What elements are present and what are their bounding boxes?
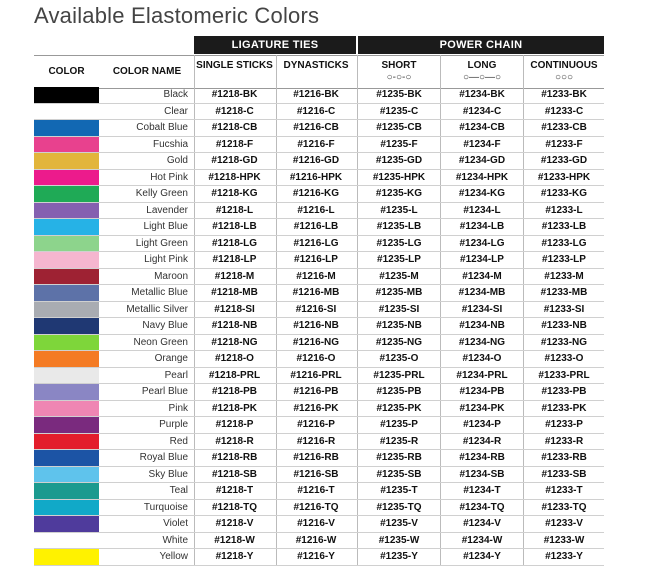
- continuous-chain-code: #1233-M: [544, 270, 584, 282]
- color-name: Clear: [164, 105, 188, 117]
- color-swatch: [34, 285, 99, 301]
- table-row: [34, 467, 604, 484]
- table-row: [34, 450, 604, 467]
- color-swatch: [34, 318, 99, 334]
- continuous-chain-code: #1233-PK: [541, 402, 587, 414]
- single-sticks-code: #1218-BK: [211, 89, 258, 100]
- color-name: Royal Blue: [139, 452, 188, 463]
- color-swatch: [34, 434, 99, 450]
- long-chain-code: #1234-P: [463, 419, 501, 430]
- header-continuous: CONTINUOUS ○○○: [524, 56, 604, 88]
- short-chain-code: #1235-LP: [377, 254, 421, 265]
- continuous-chain-code: #1233-PRL: [538, 369, 590, 381]
- dynasticks-code: #1216-SI: [295, 303, 337, 315]
- continuous-chain-code: #1233-O: [544, 353, 584, 364]
- long-chain-code: #1234-LG: [459, 237, 505, 249]
- table-row: [34, 236, 604, 253]
- dynasticks-code: #1216-L: [297, 204, 335, 216]
- color-swatch: [34, 153, 99, 169]
- single-sticks-code: #1218-W: [214, 534, 255, 546]
- long-chain-code: #1234-MB: [458, 287, 506, 298]
- long-chain-code: #1234-PRL: [456, 369, 508, 381]
- header-single-sticks: SINGLE STICKS: [196, 60, 273, 71]
- table-row: [34, 549, 604, 566]
- short-chain-code: #1235-SI: [378, 303, 420, 315]
- continuous-chain-code: #1233-LB: [541, 221, 587, 232]
- color-swatch: [34, 186, 99, 202]
- long-chain-code: #1234-M: [462, 270, 502, 282]
- table-row: [34, 137, 604, 154]
- table-row: [34, 203, 604, 220]
- continuous-chain-code: #1233-W: [543, 534, 585, 546]
- dynasticks-code: #1216-RB: [293, 452, 339, 463]
- continuous-chain-code: #1233-NB: [541, 320, 587, 331]
- single-sticks-code: #1218-R: [215, 435, 254, 447]
- color-name: Teal: [169, 485, 188, 496]
- single-sticks-code: #1218-P: [215, 419, 254, 430]
- color-swatch: [34, 368, 99, 384]
- color-name: Purple: [159, 419, 188, 430]
- continuous-chain-code: #1233-SI: [543, 303, 585, 315]
- short-chain-code: #1235-C: [379, 105, 419, 117]
- color-name: Orange: [154, 353, 188, 364]
- continuous-chain-code: #1233-Y: [545, 551, 583, 562]
- single-sticks-code: #1218-SI: [214, 303, 255, 315]
- long-chain-code: #1234-HPK: [455, 171, 509, 183]
- short-chain-code: #1235-L: [380, 204, 418, 216]
- continuous-chain-code: #1233-RB: [541, 452, 587, 463]
- dynasticks-code: #1216-LP: [294, 254, 338, 265]
- color-swatch: [34, 500, 99, 516]
- table-row: [34, 500, 604, 517]
- color-swatch: [34, 120, 99, 136]
- continuous-chain-code: #1233-HPK: [537, 171, 591, 183]
- dynasticks-code: #1216-SB: [293, 468, 339, 480]
- short-chain-code: #1235-TQ: [376, 501, 422, 513]
- color-name: Navy Blue: [142, 320, 188, 331]
- continuous-chain-code: #1233-PB: [541, 386, 587, 397]
- color-swatch: [34, 87, 99, 103]
- table-row: [34, 335, 604, 352]
- dynasticks-code: #1216-HPK: [289, 171, 343, 183]
- header-color-name: COLOR NAME: [112, 66, 182, 77]
- short-chain-code: #1235-NB: [376, 320, 422, 331]
- color-swatch: [34, 219, 99, 235]
- color-name: White: [162, 534, 188, 546]
- continuous-chain-code: #1233-LG: [541, 237, 587, 249]
- color-name: Pink: [168, 402, 188, 414]
- dynasticks-code: #1216-TQ: [293, 501, 339, 513]
- ligature-ties-group-header: LIGATURE TIES: [194, 36, 356, 54]
- long-chain-code: #1234-W: [461, 534, 503, 546]
- dynasticks-code: #1216-PRL: [290, 369, 342, 381]
- long-chain-code: #1234-TQ: [459, 501, 505, 513]
- single-sticks-code: #1218-M: [214, 270, 255, 282]
- dynasticks-code: #1216-BK: [293, 89, 339, 100]
- color-name: Sky Blue: [148, 468, 188, 480]
- long-chain-code: #1234-F: [463, 138, 501, 150]
- long-chain-code: #1234-NB: [459, 320, 505, 331]
- dynasticks-code: #1216-MB: [292, 287, 340, 298]
- short-chain-code: #1235-F: [380, 138, 418, 150]
- dynasticks-code: #1216-PB: [293, 386, 339, 397]
- color-name: Light Green: [135, 237, 188, 249]
- dynasticks-code: #1216-NB: [293, 320, 339, 331]
- single-sticks-code: #1218-V: [215, 518, 254, 529]
- continuous-chain-code: #1233-SB: [541, 468, 587, 480]
- table-row: [34, 434, 604, 451]
- color-swatch: [34, 351, 99, 367]
- short-chain-code: #1235-MB: [375, 287, 423, 298]
- header-color: COLOR: [48, 66, 85, 77]
- short-chain-code: #1235-GD: [375, 155, 423, 166]
- color-name: Violet: [163, 518, 188, 529]
- dynasticks-code: #1216-LB: [293, 221, 339, 232]
- single-sticks-code: #1218-PB: [211, 386, 258, 397]
- single-sticks-code: #1218-O: [215, 353, 254, 364]
- single-sticks-code: #1218-CB: [211, 122, 258, 133]
- short-chain-code: #1235-P: [380, 419, 418, 430]
- color-name: Red: [169, 435, 188, 447]
- color-swatch: [34, 467, 99, 483]
- single-sticks-code: #1218-RB: [211, 452, 258, 463]
- single-sticks-code: #1218-Y: [215, 551, 254, 562]
- single-sticks-code: #1218-HPK: [208, 171, 261, 183]
- color-swatch: [34, 269, 99, 285]
- long-chain-code: #1234-SI: [461, 303, 503, 315]
- dynasticks-code: #1216-NG: [292, 336, 340, 348]
- color-name: Metallic Blue: [131, 287, 188, 298]
- short-chain-code: #1235-R: [379, 435, 419, 447]
- color-swatch: [34, 302, 99, 318]
- single-sticks-code: #1218-LG: [211, 237, 258, 249]
- long-chain-code: #1234-Y: [463, 551, 501, 562]
- color-name: Cobalt Blue: [136, 122, 188, 133]
- long-chain-code: #1234-PB: [459, 386, 505, 397]
- continuous-chain-code: #1233-V: [545, 518, 583, 529]
- table-row: [34, 533, 604, 550]
- color-name: Turquoise: [143, 501, 188, 513]
- color-name: Light Blue: [143, 221, 188, 232]
- color-table-body: [34, 87, 604, 566]
- color-name: Neon Green: [133, 336, 188, 348]
- table-row: [34, 516, 604, 533]
- single-sticks-code: #1218-L: [215, 204, 254, 216]
- continuous-chain-code: #1233-R: [544, 435, 584, 447]
- color-name: Pearl Blue: [141, 386, 188, 397]
- color-name: Metallic Silver: [126, 303, 188, 315]
- continuous-chain-code: #1233-TQ: [541, 501, 587, 513]
- color-swatch: [34, 483, 99, 499]
- single-sticks-code: #1218-NG: [211, 336, 258, 348]
- dynasticks-code: #1216-F: [297, 138, 335, 150]
- dynasticks-code: #1216-W: [295, 534, 337, 546]
- dynasticks-code: #1216-V: [297, 518, 335, 529]
- color-swatch: [34, 236, 99, 252]
- short-chain-code: #1235-KG: [375, 188, 423, 199]
- long-chain-code: #1234-CB: [459, 122, 505, 133]
- long-chain-code: #1234-BK: [459, 89, 505, 100]
- dynasticks-code: #1216-CB: [293, 122, 339, 133]
- color-swatch: [34, 417, 99, 433]
- long-chain-icon: ○—○—○: [462, 72, 502, 83]
- table-row: [34, 87, 604, 104]
- long-chain-code: #1234-V: [463, 518, 501, 529]
- table-row: [34, 417, 604, 434]
- color-swatch: [34, 252, 99, 268]
- short-chain-code: #1235-PB: [376, 386, 422, 397]
- table-row: [34, 368, 604, 385]
- single-sticks-code: #1218-F: [215, 138, 254, 150]
- continuous-chain-code: #1233-F: [545, 138, 583, 150]
- dynasticks-code: #1216-KG: [292, 188, 340, 199]
- continuous-chain-code: #1233-BK: [541, 89, 587, 100]
- continuous-chain-code: #1233-CB: [541, 122, 587, 133]
- single-sticks-code: #1218-NB: [211, 320, 258, 331]
- column-header-row: [34, 55, 604, 89]
- short-chain-code: #1235-RB: [376, 452, 422, 463]
- short-chain-code: #1235-Y: [380, 551, 418, 562]
- color-name: Kelly Green: [135, 188, 188, 199]
- table-row: [34, 104, 604, 121]
- color-name: Black: [163, 89, 188, 100]
- color-swatch: [34, 533, 99, 549]
- color-swatch: [34, 516, 99, 532]
- single-sticks-code: #1218-GD: [211, 155, 258, 166]
- single-sticks-code: #1218-T: [215, 485, 254, 496]
- table-row: [34, 285, 604, 302]
- continuous-chain-code: #1233-C: [544, 105, 584, 117]
- table-row: [34, 186, 604, 203]
- short-chain-code: #1235-O: [379, 353, 419, 364]
- page-title: Available Elastomeric Colors: [34, 3, 320, 28]
- table-row: [34, 318, 604, 335]
- continuous-chain-icon: ○○○: [554, 72, 574, 83]
- color-name: Yellow: [159, 551, 188, 562]
- short-chain-code: #1235-NG: [375, 336, 423, 348]
- short-chain-code: #1235-PRL: [373, 369, 425, 381]
- continuous-chain-code: #1233-L: [545, 204, 583, 216]
- dynasticks-code: #1216-Y: [297, 551, 335, 562]
- short-chain-code: #1235-HPK: [372, 171, 426, 183]
- color-swatch: [34, 203, 99, 219]
- header-dynasticks: DYNASTICKS: [283, 60, 349, 71]
- continuous-chain-code: #1233-P: [545, 419, 583, 430]
- short-chain-code: #1235-CB: [376, 122, 422, 133]
- color-swatch: [34, 137, 99, 153]
- long-chain-code: #1234-R: [462, 435, 502, 447]
- table-row: [34, 384, 604, 401]
- color-name: Hot Pink: [150, 171, 188, 183]
- color-swatch: [34, 401, 99, 417]
- color-swatch: [34, 384, 99, 400]
- single-sticks-code: #1218-KG: [211, 188, 258, 199]
- long-chain-code: #1234-SB: [459, 468, 505, 480]
- color-swatch: [34, 170, 99, 186]
- color-swatch: [34, 450, 99, 466]
- single-sticks-code: #1218-MB: [211, 287, 258, 298]
- long-chain-code: #1234-PK: [459, 402, 505, 414]
- color-swatch: [34, 104, 99, 120]
- short-chain-code: #1235-BK: [376, 89, 422, 100]
- short-chain-code: #1235-LG: [376, 237, 422, 249]
- single-sticks-code: #1218-LB: [212, 221, 257, 232]
- short-chain-code: #1235-W: [378, 534, 420, 546]
- dynasticks-code: #1216-C: [296, 105, 336, 117]
- short-chain-code: #1235-PK: [376, 402, 422, 414]
- single-sticks-code: #1218-C: [215, 105, 254, 117]
- short-chain-code: #1235-SB: [376, 468, 422, 480]
- single-sticks-code: #1218-PK: [211, 402, 258, 414]
- table-row: [34, 483, 604, 500]
- continuous-chain-code: #1233-MB: [540, 287, 588, 298]
- dynasticks-code: #1216-T: [297, 485, 335, 496]
- dynasticks-code: #1216-PK: [293, 402, 339, 414]
- dynasticks-code: #1216-O: [296, 353, 336, 364]
- long-chain-code: #1234-NG: [458, 336, 506, 348]
- power-chain-group-header: POWER CHAIN: [358, 36, 604, 54]
- table-row: [34, 120, 604, 137]
- dynasticks-code: #1216-P: [297, 419, 335, 430]
- table-row: [34, 302, 604, 319]
- continuous-chain-code: #1233-KG: [540, 188, 588, 199]
- table-row: [34, 252, 604, 269]
- dynasticks-code: #1216-LG: [293, 237, 339, 249]
- continuous-chain-code: #1233-GD: [540, 155, 588, 166]
- table-row: [34, 170, 604, 187]
- single-sticks-code: #1218-LP: [212, 254, 257, 265]
- table-row: [34, 401, 604, 418]
- header-short: SHORT ○-○-○: [358, 56, 440, 88]
- color-name: Gold: [166, 155, 188, 166]
- color-name: Pearl: [164, 369, 188, 381]
- color-swatch: [34, 335, 99, 351]
- single-sticks-code: #1218-PRL: [208, 369, 261, 381]
- continuous-chain-code: #1233-LP: [542, 254, 586, 265]
- single-sticks-code: #1218-TQ: [211, 501, 258, 513]
- dynasticks-code: #1216-R: [296, 435, 336, 447]
- short-chain-code: #1235-LB: [376, 221, 422, 232]
- long-chain-code: #1234-T: [463, 485, 501, 496]
- short-chain-code: #1235-T: [380, 485, 418, 496]
- continuous-chain-code: #1233-NG: [540, 336, 588, 348]
- color-name: Maroon: [154, 270, 188, 282]
- long-chain-code: #1234-LP: [460, 254, 504, 265]
- long-chain-code: #1234-C: [462, 105, 502, 117]
- long-chain-code: #1234-LB: [459, 221, 505, 232]
- color-name: Fucshia: [152, 138, 188, 150]
- color-swatch: [34, 549, 99, 565]
- dynasticks-code: #1216-M: [296, 270, 336, 282]
- dynasticks-code: #1216-GD: [292, 155, 340, 166]
- color-name: Light Pink: [144, 254, 188, 265]
- color-name: Lavender: [146, 204, 188, 216]
- long-chain-code: #1234-L: [463, 204, 501, 216]
- table-row: [34, 219, 604, 236]
- continuous-chain-code: #1233-T: [545, 485, 583, 496]
- table-row: [34, 269, 604, 286]
- long-chain-code: #1234-O: [462, 353, 502, 364]
- short-chain-code: #1235-V: [380, 518, 418, 529]
- table-row: [34, 153, 604, 170]
- short-chain-icon: ○-○-○: [386, 72, 412, 83]
- table-row: [34, 351, 604, 368]
- long-chain-code: #1234-KG: [458, 188, 506, 199]
- short-chain-code: #1235-M: [379, 270, 419, 282]
- long-chain-code: #1234-GD: [458, 155, 506, 166]
- header-long: LONG ○—○—○: [441, 56, 523, 88]
- long-chain-code: #1234-RB: [459, 452, 505, 463]
- single-sticks-code: #1218-SB: [211, 468, 258, 480]
